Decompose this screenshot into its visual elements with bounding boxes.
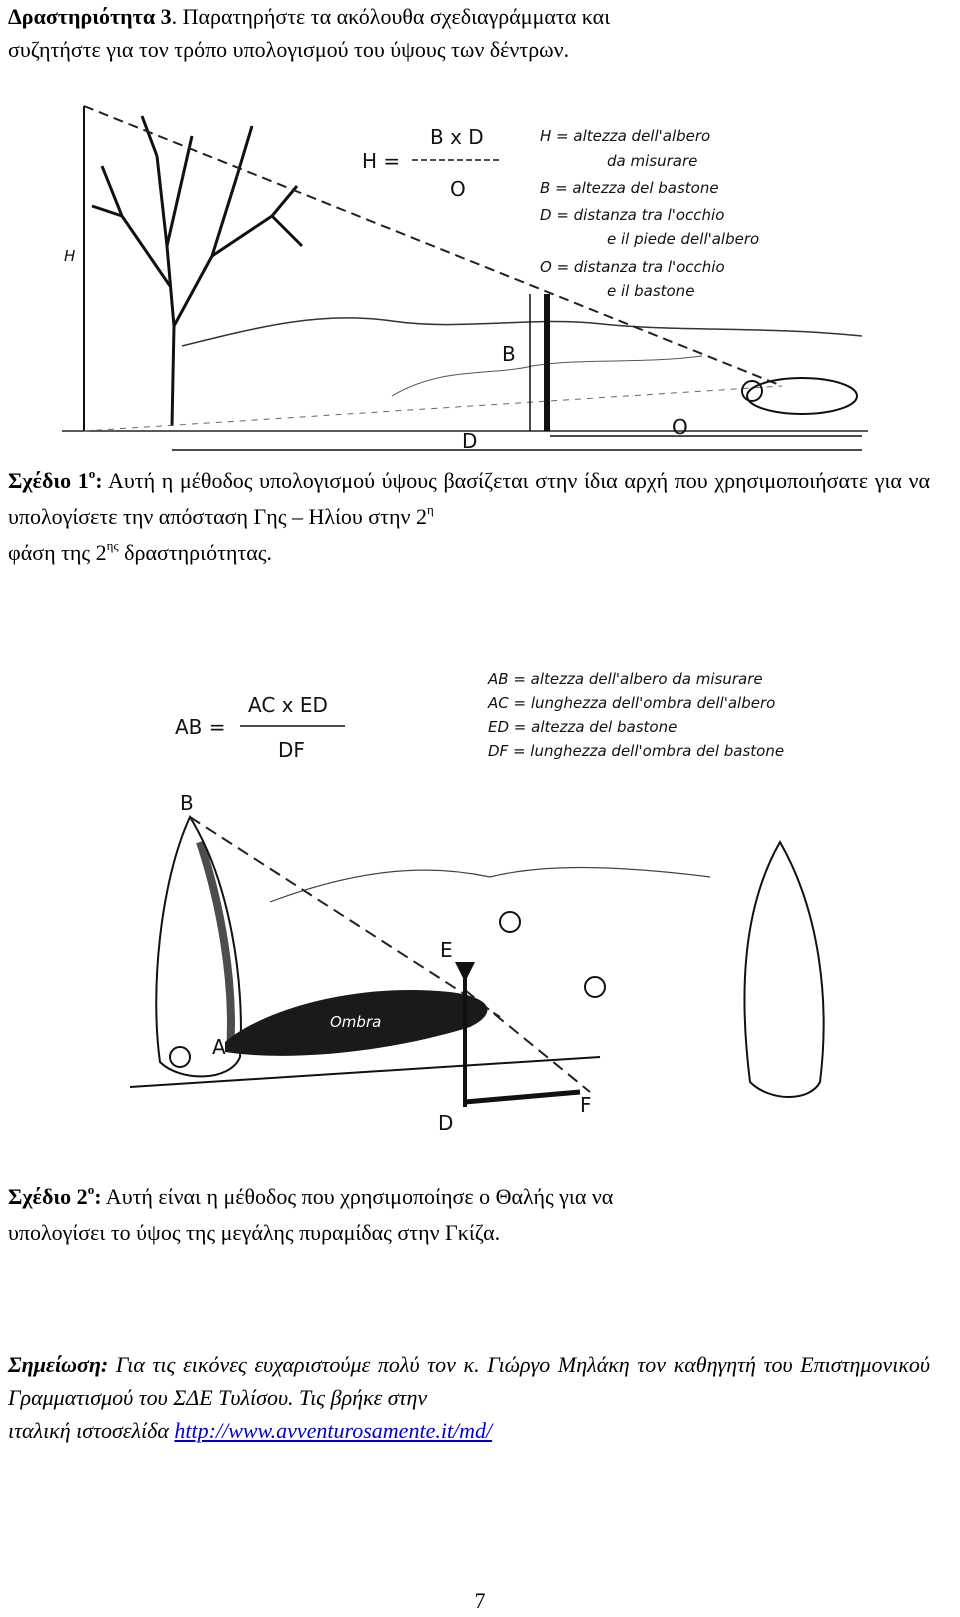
caption-1-line3b: δραστηριότητας. [118,540,273,565]
legend-line-4: D = distanza tra l'occhio [540,206,725,224]
activity-intro-line1: . Παρατηρήστε τα ακόλουθα σχεδιαγράμματα και [171,4,611,29]
observer-head [742,381,762,401]
legend-line-7: e il bastone [607,282,695,300]
label2-f: F [580,1093,592,1117]
label2-d: D [438,1111,454,1135]
caption-2-line2: υπολογίσει το ύψος της μεγάλης πυραμίδας στην Γκίζα. [8,1220,501,1245]
legend-line-1: H = altezza dell'albero [540,127,711,145]
note-line1: Για τις εικόνες ευχαριστούμε πολύ τον κ. Γιώργο Μηλάκη τον [108,1352,667,1377]
formula-denominator: O [450,177,466,201]
tree-right [744,842,823,1097]
person-right [585,977,605,997]
label-h: H [64,247,76,265]
label-b: B [502,342,516,366]
label2-b: B [180,791,194,815]
legend-line-2: da misurare [607,152,698,170]
caption-1-sup: ο [88,466,96,481]
note [8,1348,930,1447]
caption-2 [8,1180,930,1249]
page-number: 7 [474,1588,486,1613]
formula2-numerator: AC x ED [248,693,328,717]
caption-1-line2: χρησιμοποιήσατε για να υπολογίσετε την απόσταση Γης – Ηλίου στην 2 [8,468,930,529]
note-line3: ιταλική ιστοσελίδα [8,1418,175,1443]
observer [747,378,857,414]
label2-e: E [440,938,453,962]
activity-intro [8,0,930,66]
stick-flag [455,962,475,982]
caption-1 [8,464,930,572]
caption-1-colon: : [95,468,103,493]
note-label: Σημείωση: [8,1352,109,1377]
legend2-line-1: AB = altezza dell'albero da misurare [488,670,763,688]
source-link[interactable]: http://www.avventurosamente.it/md/ [174,1418,493,1443]
formula2-denominator: DF [278,738,305,762]
caption-1-line3a: φάση της 2 [8,540,107,565]
figure-1-drawing [62,96,868,464]
hill-line [182,318,862,346]
hills [270,868,710,902]
figure-1 [62,96,868,464]
activity-intro-line2: συζητήστε για τον τρόπο υπολογισμού του ύψους των δέντρων. [8,37,570,62]
legend2-line-3: ED = altezza del bastone [488,718,678,736]
caption-2-line1: Αυτή είναι η μέθοδος που χρησιμοποίησε ο Θαλής για να [101,1184,614,1209]
formula2-lhs: AB = [175,715,226,739]
caption-1-line2-sup: η [426,502,434,517]
caption-2-colon: : [94,1184,102,1209]
legend-line-3: B = altezza del bastone [540,179,719,197]
legend-line-5: e il piede dell'albero [607,230,760,248]
formula-numerator: B x D [430,125,484,149]
stick-shadow [465,1092,580,1102]
label-d: D [462,429,478,453]
caption-1-line1: Αυτή η μέθοδος υπολογισμού ύψους βασίζεται στην ίδια αρχή που [102,468,708,493]
figure-2-drawing [90,662,846,1140]
note-line2: καθηγητή του Επιστημονικού Γραμματισμού του ΣΔΕ Τυλίσου. Τις βρήκε στην [8,1352,931,1410]
caption-1-line3-sup: ης [106,538,119,553]
tree [92,116,302,426]
label-o: O [672,415,688,439]
legend2-line-4: DF = lunghezza dell'ombra del bastone [488,742,785,760]
caption-1-label: Σχέδιο 1 [8,468,89,493]
person-middle [500,912,520,932]
activity-title: Δραστηριότητα 3 [8,4,172,29]
label2-shadow: Ombra [330,1013,382,1031]
stick [544,294,550,431]
caption-2-sup: ο [87,1182,95,1197]
label2-a: A [212,1035,226,1059]
legend-line-6: O = distanza tra l'occhio [540,258,725,276]
legend2-line-2: AC = lunghezza dell'ombra dell'albero [488,694,776,712]
formula-lhs: H = [362,149,401,173]
caption-2-label: Σχέδιο 2 [8,1184,88,1209]
figure-2 [90,662,846,1140]
